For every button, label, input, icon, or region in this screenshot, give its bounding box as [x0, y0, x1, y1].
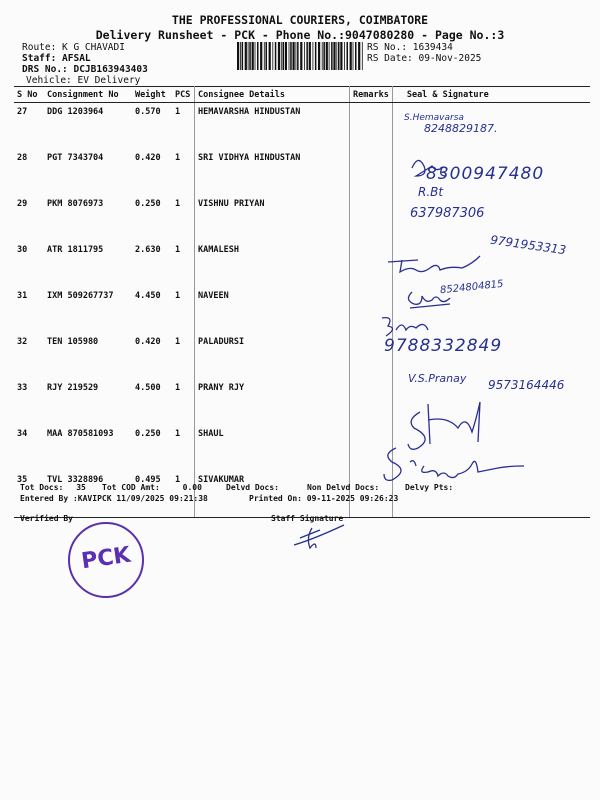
- cell-remarks: [350, 241, 393, 287]
- cell-sno: 29: [17, 199, 28, 209]
- barcode-bar: [296, 42, 297, 70]
- rs-date: RS Date: 09-Nov-2025: [367, 53, 482, 64]
- barcode-bar: [278, 42, 280, 70]
- stamp-text: PCK: [79, 542, 133, 575]
- verified-by-label: Verified By: [20, 514, 73, 523]
- cell-remarks: [350, 149, 393, 195]
- hw-r28-phone: 8300947480: [426, 164, 545, 184]
- col-seal-signature: Seal & Signature: [392, 87, 590, 103]
- barcode-bar: [322, 42, 323, 70]
- table-row: [14, 333, 590, 379]
- col-pcs: PCS: [172, 87, 195, 103]
- barcode-bar: [281, 42, 282, 70]
- barcode-bar: [340, 42, 342, 70]
- cell-consignment: RJY 219529: [47, 383, 99, 393]
- hw-r33-name: V.S.Pranay: [408, 372, 467, 385]
- barcode-bar: [318, 42, 320, 70]
- barcode-bar: [245, 42, 247, 70]
- barcode-bar: [358, 42, 360, 70]
- barcode-bar: [237, 42, 239, 70]
- cell-remarks: [350, 195, 393, 241]
- barcode-bar: [269, 42, 271, 70]
- barcode-bar: [347, 42, 349, 70]
- barcode-bar: [331, 42, 333, 70]
- cell-sno: 35: [14, 471, 44, 518]
- cell-consignment: IXM 509267737: [47, 291, 114, 301]
- barcode-bar: [336, 42, 337, 70]
- barcode-bar: [293, 42, 295, 70]
- barcode-bar: [355, 42, 357, 70]
- drs-label: DRS No.: DCJB163943403: [22, 64, 148, 75]
- barcode-bar: [285, 42, 287, 70]
- barcode-bar: [252, 42, 254, 70]
- rs-number: RS No.: 1639434: [367, 42, 453, 53]
- cell-pcs: 1: [172, 241, 195, 287]
- cell-consignee: PALADURSI: [195, 333, 350, 379]
- hw-r31-phone: 8524804815: [439, 278, 505, 297]
- route-label: Route: K G CHAVADI: [22, 42, 125, 53]
- barcode-bar: [264, 42, 265, 70]
- barcode-bar: [326, 42, 328, 70]
- barcode-bar: [257, 42, 259, 70]
- cell-pcs: 1: [172, 149, 195, 195]
- barcode-bar: [353, 42, 354, 70]
- barcode-bar: [248, 42, 249, 70]
- cell-consignment: ATR 1811795: [47, 245, 104, 255]
- cell-consignee: NAVEEN: [195, 287, 350, 333]
- hw-r30-phone: 9791953313: [489, 232, 567, 258]
- cell-pcs: 1: [172, 425, 195, 471]
- barcode-bar: [255, 42, 256, 70]
- printed-on: Printed On: 09-11-2025 09:26:23: [249, 494, 399, 503]
- cell-consignee: HEMAVARSHA HINDUSTAN: [195, 103, 350, 150]
- company-title: THE PROFESSIONAL COURIERS, COIMBATORE: [171, 13, 429, 27]
- cell-weight: 4.500: [135, 383, 161, 393]
- tot-docs-value: 35: [76, 483, 86, 492]
- hw-r27-name: S.Hemavarsa: [404, 113, 464, 123]
- cell-consignment: TVL 3328896: [44, 471, 132, 518]
- staff-signature-label: Staff Signature: [271, 514, 344, 523]
- delvy-pts-label: Delvy Pts:: [405, 483, 454, 492]
- cell-seal-signature: [392, 471, 590, 518]
- barcode-bar: [272, 42, 273, 70]
- cell-consignment: TEN 105980: [47, 337, 99, 347]
- cell-weight: 0.495: [132, 471, 172, 518]
- cell-remarks: [350, 103, 393, 150]
- hw-r29-phone: 637987306: [410, 206, 485, 221]
- hw-r33-phone: 9573164446: [488, 378, 565, 392]
- cell-consignee: SHAUL: [195, 425, 350, 471]
- barcode-bar: [313, 42, 314, 70]
- col-weight: Weight: [132, 87, 172, 103]
- barcode-bar: [338, 42, 340, 70]
- barcode-bar: [275, 42, 277, 70]
- barcode-bar: [240, 42, 241, 70]
- delvd-docs-label: Delvd Docs:: [226, 483, 279, 492]
- barcode-bar: [362, 42, 363, 70]
- cell-consignee: KAMALESH: [195, 241, 350, 287]
- barcode-bar: [323, 42, 325, 70]
- vehicle-label: Vehicle: EV Delivery: [26, 75, 141, 86]
- cell-pcs: 1: [172, 379, 195, 425]
- cell-weight: 0.250: [135, 429, 161, 439]
- cell-weight: 0.250: [135, 199, 161, 209]
- barcode-bar: [309, 42, 311, 70]
- col-sno: S No: [14, 87, 44, 103]
- cell-consignment: PKM 8076973: [47, 199, 104, 209]
- barcode-bar: [304, 42, 305, 70]
- barcode-bar: [350, 42, 352, 70]
- cell-remarks: [350, 287, 393, 333]
- staff-signature-scribble: [294, 525, 344, 548]
- table-row: [14, 103, 590, 150]
- cell-pcs: 1: [172, 103, 195, 150]
- cell-weight: 2.630: [135, 245, 161, 255]
- barcode-bar: [289, 42, 290, 70]
- entered-by: Entered By :KAVIPCK 11/09/2025 09:21:38: [20, 494, 208, 503]
- cell-sno: 31: [17, 291, 28, 301]
- barcode-bar: [283, 42, 285, 70]
- barcode-bar: [297, 42, 299, 70]
- tot-cod-value: 0.00: [182, 483, 202, 492]
- cell-remarks: [350, 425, 393, 471]
- tot-docs: [20, 483, 86, 492]
- tot-cod: [102, 483, 202, 492]
- tot-docs-label: Tot Docs:: [20, 483, 64, 492]
- barcode-bar: [249, 42, 251, 70]
- barcode-bar: [306, 42, 308, 70]
- table-row: [14, 425, 590, 471]
- table-row: [14, 287, 590, 333]
- barcode-bar: [260, 42, 262, 70]
- cell-sno: 32: [17, 337, 28, 347]
- staff-label: Staff: AFSAL: [22, 53, 91, 64]
- runsheet-table: [14, 86, 590, 518]
- cell-consignee: PRANY RJY: [195, 379, 350, 425]
- cell-seal-signature: [392, 287, 590, 333]
- col-remarks: Remarks: [350, 87, 393, 103]
- barcode-bar: [333, 42, 335, 70]
- barcode-bar: [266, 42, 268, 70]
- non-delvd-docs-label: Non Delvd Docs:: [307, 483, 380, 492]
- cell-sno: 33: [17, 383, 28, 393]
- barcode-bar: [329, 42, 330, 70]
- hw-r27-phone: 8248829187.: [424, 122, 498, 135]
- cell-weight: 0.420: [135, 337, 161, 347]
- cell-pcs: 1: [172, 287, 195, 333]
- cell-pcs: 1: [172, 195, 195, 241]
- runsheet-subtitle: Delivery Runsheet - PCK - Phone No.:9047080280 - Page No.:3: [95, 28, 505, 42]
- cell-consignee: SIVAKUMAR: [195, 471, 350, 518]
- barcode-bar: [344, 42, 345, 70]
- barcode-bar: [300, 42, 302, 70]
- cell-sno: 30: [17, 245, 28, 255]
- cell-remarks: [350, 379, 393, 425]
- pck-stamp: [68, 522, 144, 598]
- cell-weight: 0.570: [135, 107, 161, 117]
- cell-consignment: PGT 7343704: [47, 153, 104, 163]
- cell-consignment: DDG 1203964: [47, 107, 104, 117]
- hw-r32-phone: 9788332849: [384, 336, 503, 356]
- cell-weight: 0.420: [135, 153, 161, 163]
- cell-sno: 28: [17, 153, 28, 163]
- cell-sno: 34: [17, 429, 28, 439]
- hw-r29-name: R.Bt: [418, 185, 444, 199]
- cell-weight: 4.450: [135, 291, 161, 301]
- barcode-bar: [290, 42, 292, 70]
- cell-consignee: VISHNU PRIYAN: [195, 195, 350, 241]
- cell-consignee: SRI VIDHYA HINDUSTAN: [195, 149, 350, 195]
- barcode-bar: [242, 42, 244, 70]
- barcode-bar: [315, 42, 317, 70]
- cell-pcs: 1: [172, 471, 195, 518]
- barcode: [237, 42, 363, 70]
- tot-cod-label: Tot COD Amt:: [102, 483, 160, 492]
- cell-pcs: 1: [172, 333, 195, 379]
- col-consignee: Consignee Details: [195, 87, 350, 103]
- table-header-row: [14, 87, 590, 103]
- col-consignment: Consignment No: [44, 87, 132, 103]
- cell-sno: 27: [17, 107, 28, 117]
- cell-consignment: MAA 870581093: [47, 429, 114, 439]
- cell-seal-signature: [392, 425, 590, 471]
